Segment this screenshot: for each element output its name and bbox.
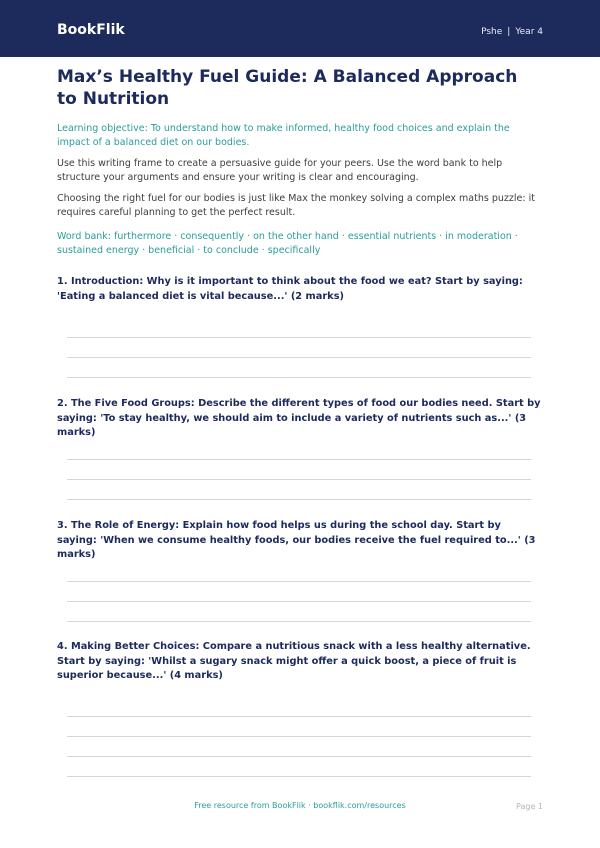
subject-label: Pshe xyxy=(481,27,503,37)
question-3: 3. The Role of Energy: Explain how food helps us during the school day. Start by saying: 'When we consume healthy foods, our bodies receive the fuel required to...' (3 marks) xyxy=(57,520,536,560)
answer-line[interactable] xyxy=(67,357,531,358)
answer-line[interactable] xyxy=(67,621,531,622)
question-2: 2. The Five Food Groups: Describe the different types of food our bodies need. Start by saying: 'To stay healthy, we should aim to include a variety of nutrients such as...' (3 marks) xyxy=(57,398,541,438)
intro-paragraph: Choosing the right fuel for our bodies is just like Max the monkey solving a complex maths puzzle: it requires careful planning to get the perfect result. xyxy=(57,193,535,218)
header-meta xyxy=(481,27,543,37)
brand-logo[interactable]: BookFlik xyxy=(57,22,125,38)
year-label: Year 4 xyxy=(515,27,543,37)
instructions-paragraph: Use this writing frame to create a persuasive guide for your peers. Use the word bank to help structure your arguments and ensure your writing is clear and encouraging. xyxy=(57,158,503,183)
word-bank: Word bank: furthermore · consequently · on the other hand · essential nutrients · in moderation · sustained energy · beneficial · to conclude · specifically xyxy=(57,231,518,256)
answer-line[interactable] xyxy=(67,716,531,717)
answer-line[interactable] xyxy=(67,736,531,737)
footer-resource-link[interactable]: Free resource from BookFlik · bookflik.com/resources xyxy=(194,801,406,810)
page-header xyxy=(0,0,600,57)
question-1: 1. Introduction: Why is it important to think about the food we eat? Start by saying: 'Eating a balanced diet is vital because...' (2 marks) xyxy=(57,276,523,302)
answer-line[interactable] xyxy=(67,499,531,500)
answer-line[interactable] xyxy=(67,459,531,460)
question-4: 4. Making Better Choices: Compare a nutritious snack with a less healthy alternative. Start by saying: 'Whilst a sugary snack might offer a quick boost, a piece of fruit is superior because...' (4 marks) xyxy=(57,641,531,681)
answer-line[interactable] xyxy=(67,337,531,338)
page-number: Page 1 xyxy=(516,802,543,811)
answer-line[interactable] xyxy=(67,377,531,378)
answer-line[interactable] xyxy=(67,581,531,582)
answer-line[interactable] xyxy=(67,776,531,777)
answer-line[interactable] xyxy=(67,601,531,602)
learning-objective: Learning objective: To understand how to make informed, healthy food choices and explain the impact of a balanced diet on our bodies. xyxy=(57,123,510,148)
meta-separator: | xyxy=(507,27,511,37)
answer-line[interactable] xyxy=(67,479,531,480)
answer-line[interactable] xyxy=(67,756,531,757)
page-title: Max’s Healthy Fuel Guide: A Balanced Approach to Nutrition xyxy=(57,67,518,109)
